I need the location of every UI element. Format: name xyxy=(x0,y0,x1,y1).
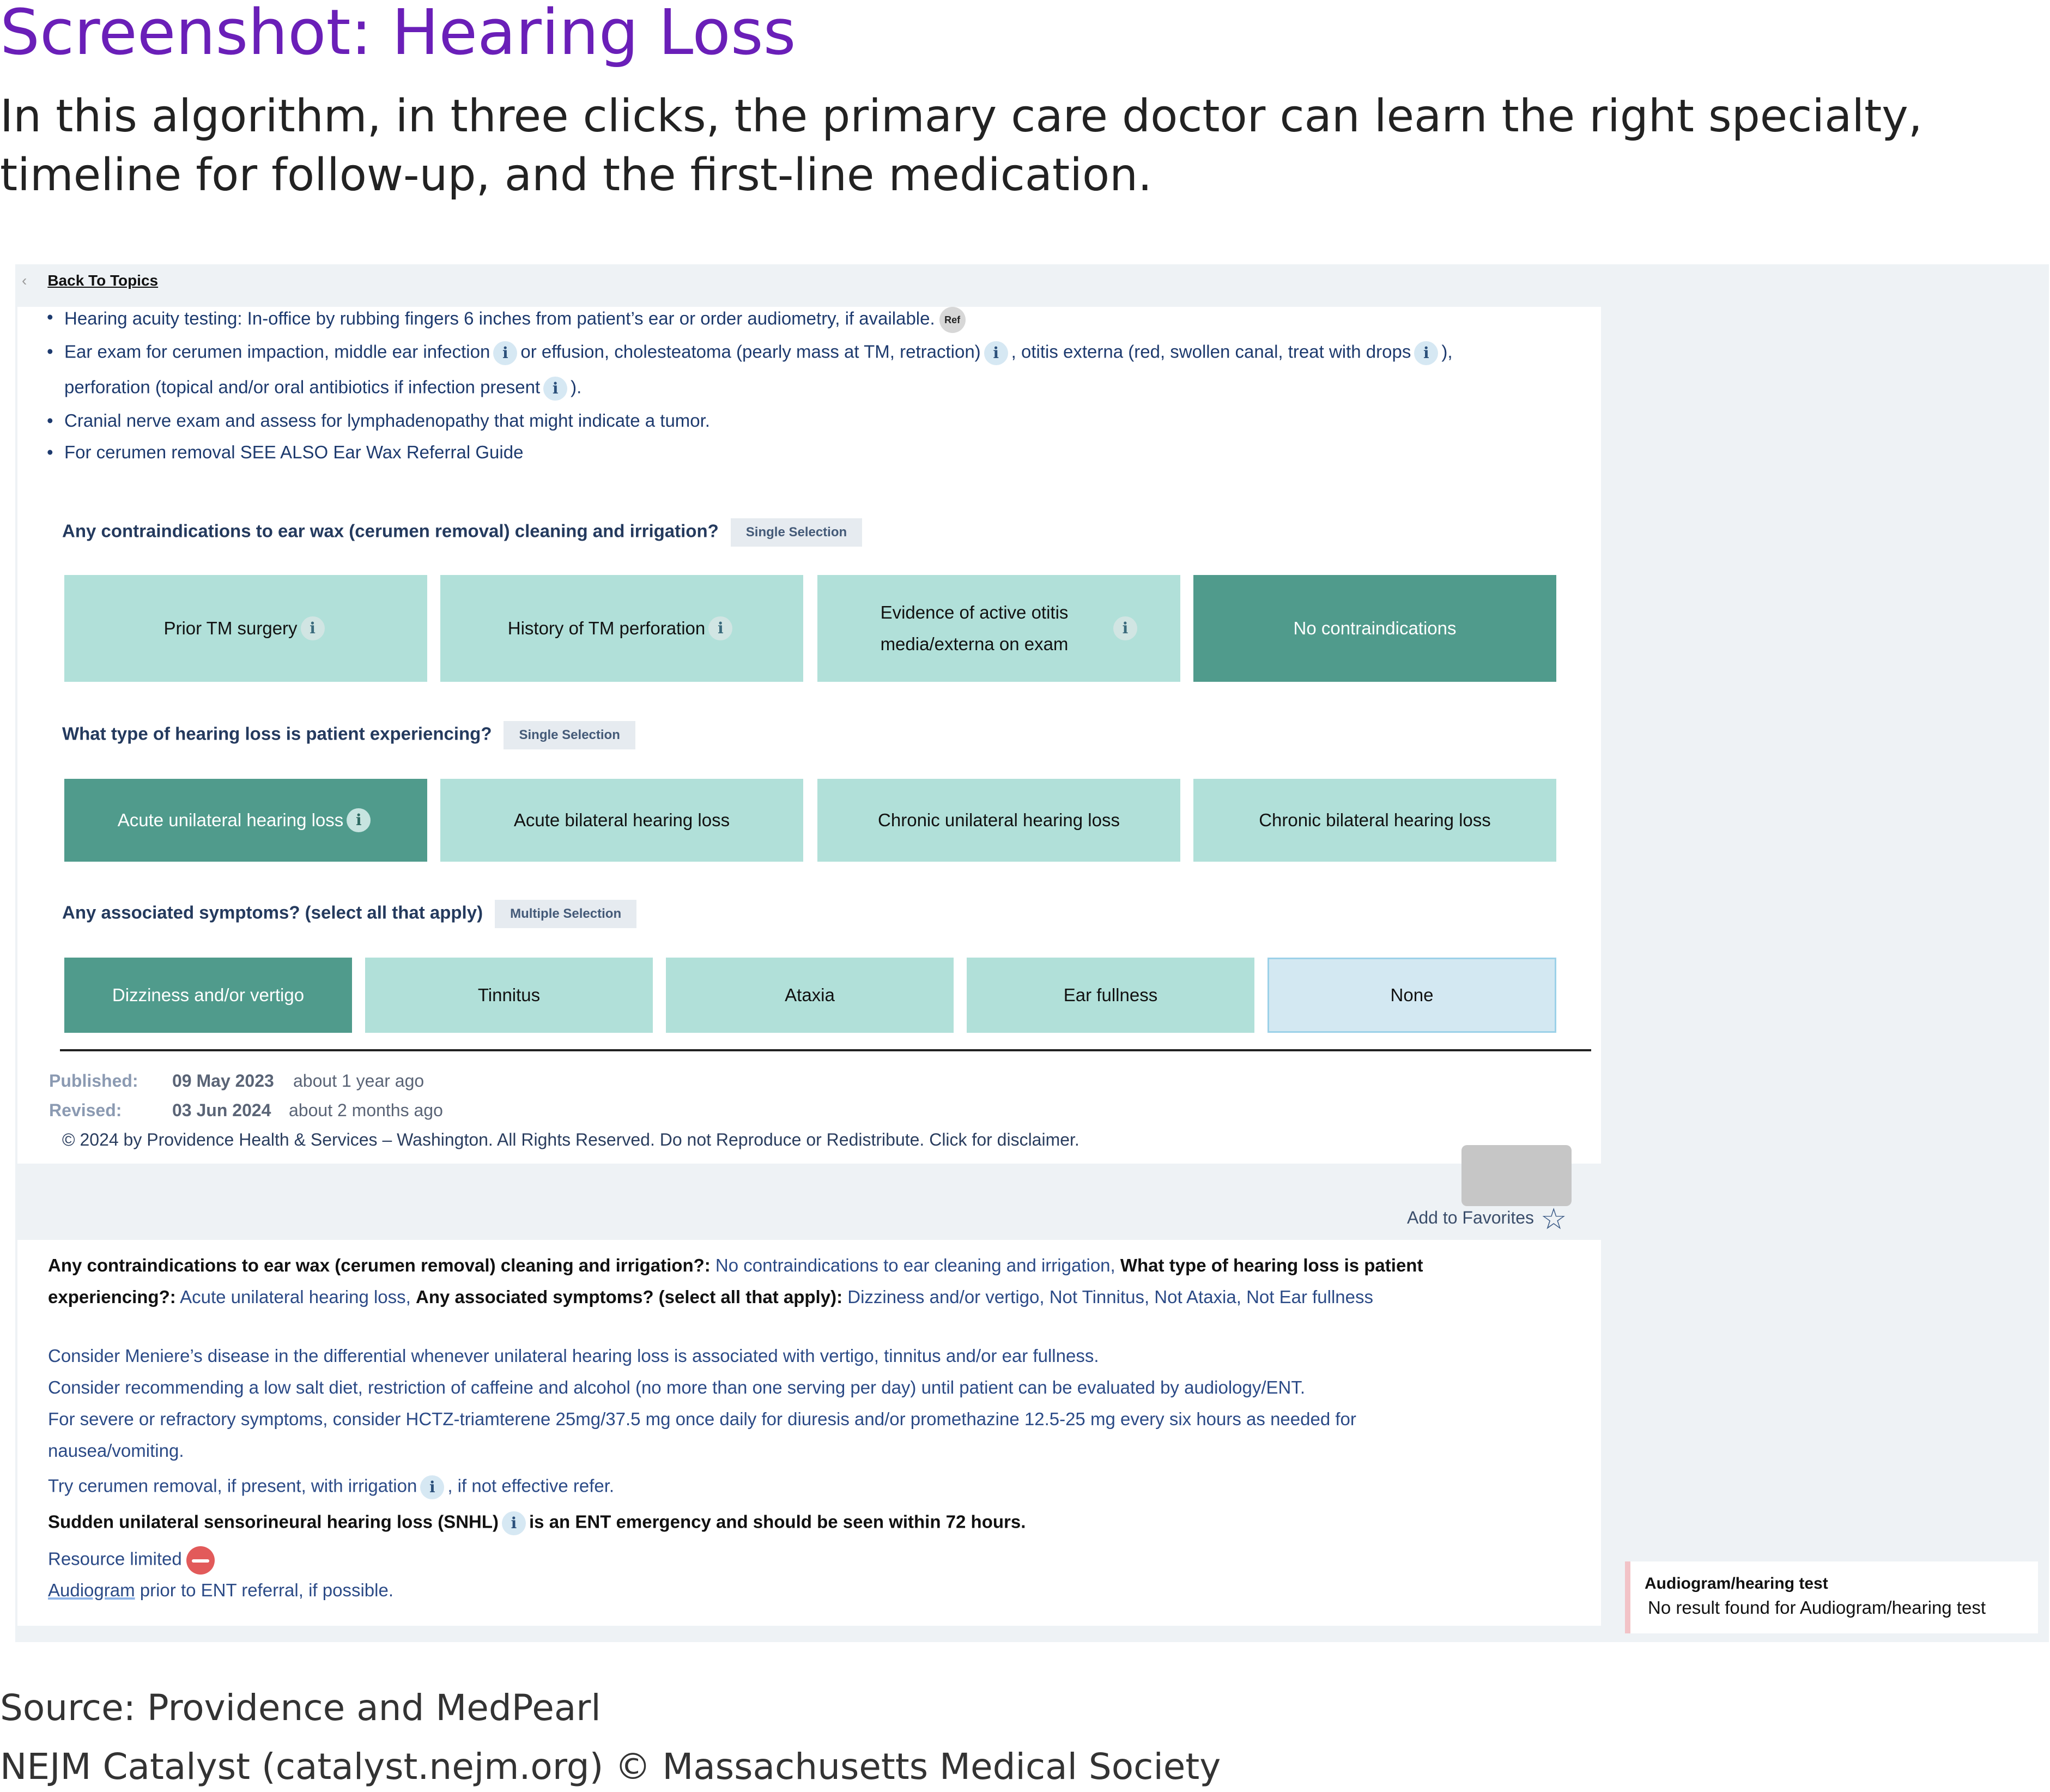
recommendation-audiogram xyxy=(48,1580,393,1601)
figure-title: Screenshot: Hearing Loss xyxy=(0,0,796,69)
option-chronic-unilateral[interactable]: Chronic unilateral hearing loss xyxy=(817,779,1180,862)
published-ago: about 1 year ago xyxy=(293,1071,424,1091)
option-no-contraindications[interactable]: No contraindications xyxy=(1193,575,1556,682)
option-dizziness-vertigo[interactable]: Dizziness and/or vertigo xyxy=(64,958,352,1033)
bullet-hearing-acuity xyxy=(64,307,966,333)
option-acute-bilateral[interactable]: Acute bilateral hearing loss xyxy=(440,779,803,862)
emergency-text: is an ENT emergency and should be seen within 72 hours. xyxy=(529,1511,1026,1532)
question-hearing-loss-type xyxy=(62,721,635,749)
option-active-otitis[interactable] xyxy=(817,575,1180,682)
bullet-cerumen-removal[interactable]: • For cerumen removal SEE ALSO Ear Wax Referral Guide xyxy=(64,442,523,463)
summary-question: Any contraindications to ear wax (cerumen removal) cleaning and irrigation?: xyxy=(48,1255,711,1275)
info-icon[interactable]: i xyxy=(502,1511,526,1535)
resource-limited-row xyxy=(48,1546,215,1575)
app-screenshot xyxy=(15,264,2049,1642)
summary-answer: Dizziness and/or vertigo, Not Tinnitus, Not Ataxia, Not Ear fullness xyxy=(842,1287,1373,1307)
option-label: Prior TM surgery xyxy=(163,618,298,638)
option-ear-fullness[interactable]: Ear fullness xyxy=(967,958,1254,1033)
question-associated-symptoms xyxy=(62,900,636,928)
question-text: What type of hearing loss is patient experiencing? xyxy=(62,723,492,744)
summary-answer: Acute unilateral hearing loss, xyxy=(175,1287,416,1307)
info-icon[interactable]: i xyxy=(708,616,732,640)
emergency-text: Sudden unilateral sensorineural hearing loss (SNHL) xyxy=(48,1511,499,1532)
info-icon[interactable]: i xyxy=(1414,341,1438,365)
info-icon[interactable]: i xyxy=(543,377,567,401)
info-icon[interactable]: i xyxy=(984,341,1008,365)
option-acute-unilateral[interactable] xyxy=(64,779,427,862)
result-card xyxy=(17,1240,1601,1626)
info-icon[interactable]: i xyxy=(301,616,325,640)
recommendation-cerumen xyxy=(48,1475,614,1499)
revised-ago: about 2 months ago xyxy=(289,1100,443,1120)
revised-date: 03 Jun 2024 xyxy=(172,1100,271,1120)
summary-question: What type of hearing loss is patient xyxy=(1120,1255,1423,1275)
back-to-topics-link[interactable] xyxy=(22,272,158,289)
algorithm-card xyxy=(17,307,1601,1164)
bullet-cranial-nerve: • Cranial nerve exam and assess for lymphadenopathy that might indicate a tumor. xyxy=(64,410,710,431)
option-none[interactable]: None xyxy=(1267,958,1556,1033)
order-result-panel xyxy=(1625,1561,2038,1633)
selection-type-tag: Single Selection xyxy=(504,721,635,749)
figure-subtitle: In this algorithm, in three clicks, the primary care doctor can learn the right specialty, timeline for follow-up, and the first-line medication. xyxy=(0,90,1922,201)
selection-summary-line-1 xyxy=(48,1255,1423,1276)
revised-label: Revised: xyxy=(49,1100,122,1120)
option-label: Evidence of active otitis media/externa on exam xyxy=(880,602,1069,654)
add-to-favorites-label: Add to Favorites xyxy=(1407,1207,1534,1227)
bullet-text: Hearing acuity testing: In-office by rubbing fingers 6 inches from patient’s ear or order audiometry, if available. xyxy=(64,308,935,329)
bullet-ear-exam-continued xyxy=(64,377,581,401)
summary-answer: No contraindications to ear cleaning and irrigation, xyxy=(710,1255,1120,1275)
info-icon[interactable]: i xyxy=(493,341,517,365)
bullet-text: Ear exam for cerumen impaction, middle ear infection xyxy=(64,341,490,362)
resource-limited-label: Resource limited xyxy=(48,1548,182,1569)
info-icon[interactable]: i xyxy=(347,808,371,832)
recommendation-snhl-emergency xyxy=(48,1511,1026,1535)
option-chronic-bilateral[interactable]: Chronic bilateral hearing loss xyxy=(1193,779,1556,862)
recommendation-medication: For severe or refractory symptoms, consider HCTZ-triamterene 25mg/37.5 mg once daily for diuresis and/or promethazine 12.5-25 mg every six hours as needed for xyxy=(48,1409,1356,1429)
summary-question: Any associated symptoms? (select all that apply): xyxy=(416,1287,843,1307)
recommendation-text: Try cerumen removal, if present, with irrigation xyxy=(48,1475,417,1496)
resource-limited-icon[interactable] xyxy=(186,1546,215,1575)
bullet-text: or effusion, cholesteatoma (pearly mass at TM, retraction) xyxy=(520,341,981,362)
option-label: Acute unilateral hearing loss xyxy=(117,810,344,830)
order-panel-title: Audiogram/hearing test xyxy=(1645,1575,1828,1593)
selection-type-tag: Multiple Selection xyxy=(495,900,636,928)
figure-source: Source: Providence and MedPearl xyxy=(0,1687,601,1729)
star-outline-icon: ☆ xyxy=(1540,1203,1567,1236)
section-divider xyxy=(60,1049,1591,1051)
question-text: Any contraindications to ear wax (cerumen removal) cleaning and irrigation? xyxy=(62,520,719,541)
bullet-text: ). xyxy=(571,377,582,397)
scroll-to-top-handle[interactable] xyxy=(1461,1145,1572,1206)
add-to-favorites[interactable] xyxy=(1407,1202,1567,1236)
question-contraindications xyxy=(62,518,862,547)
option-label: History of TM perforation xyxy=(507,618,706,638)
published-label: Published: xyxy=(49,1071,138,1091)
back-to-topics-label: Back To Topics xyxy=(47,272,159,289)
info-icon[interactable]: i xyxy=(1113,616,1137,640)
info-icon[interactable]: i xyxy=(420,1475,444,1499)
reference-badge[interactable]: Ref xyxy=(939,307,966,333)
option-ataxia[interactable]: Ataxia xyxy=(666,958,954,1033)
option-prior-tm-surgery[interactable] xyxy=(64,575,427,682)
question-text: Any associated symptoms? (select all that apply) xyxy=(62,902,483,923)
figure-credit: NEJM Catalyst (catalyst.nejm.org) © Massachusetts Medical Society xyxy=(0,1746,1221,1788)
bullet-ear-exam xyxy=(64,341,1453,365)
order-panel-status: No result found for Audiogram/hearing test xyxy=(1648,1597,1986,1618)
bullet-text: , otitis externa (red, swollen canal, treat with drops xyxy=(1011,341,1411,362)
bullet-text: perforation (topical and/or oral antibiotics if infection present xyxy=(64,377,541,397)
recommendation-diet: Consider recommending a low salt diet, restriction of caffeine and alcohol (no more than one serving per day) until patient can be evaluated by audiology/ENT. xyxy=(48,1377,1306,1397)
recommendation-meniere: Consider Meniere’s disease in the differential whenever unilateral hearing loss is associated with vertigo, tinnitus and/or ear fullness. xyxy=(48,1346,1099,1366)
summary-question: experiencing?: xyxy=(48,1287,176,1307)
copyright-disclaimer[interactable]: © 2024 by Providence Health & Services – Washington. All Rights Reserved. Do not Reproduce or Redistribute. Click for disclaimer. xyxy=(62,1130,1079,1149)
option-tinnitus[interactable]: Tinnitus xyxy=(365,958,653,1033)
audiogram-link[interactable]: Audiogram xyxy=(48,1580,135,1600)
selection-type-tag: Single Selection xyxy=(731,518,862,547)
recommendation-text: prior to ENT referral, if possible. xyxy=(135,1580,393,1600)
chevron-left-icon: ‹ xyxy=(22,272,27,289)
published-date: 09 May 2023 xyxy=(172,1071,274,1091)
recommendation-text: , if not effective refer. xyxy=(447,1475,615,1496)
option-history-tm-perforation[interactable] xyxy=(440,575,803,682)
bullet-text: ), xyxy=(1441,341,1453,362)
selection-summary-line-2 xyxy=(48,1287,1373,1307)
recommendation-medication-continued: nausea/vomiting. xyxy=(48,1440,184,1461)
